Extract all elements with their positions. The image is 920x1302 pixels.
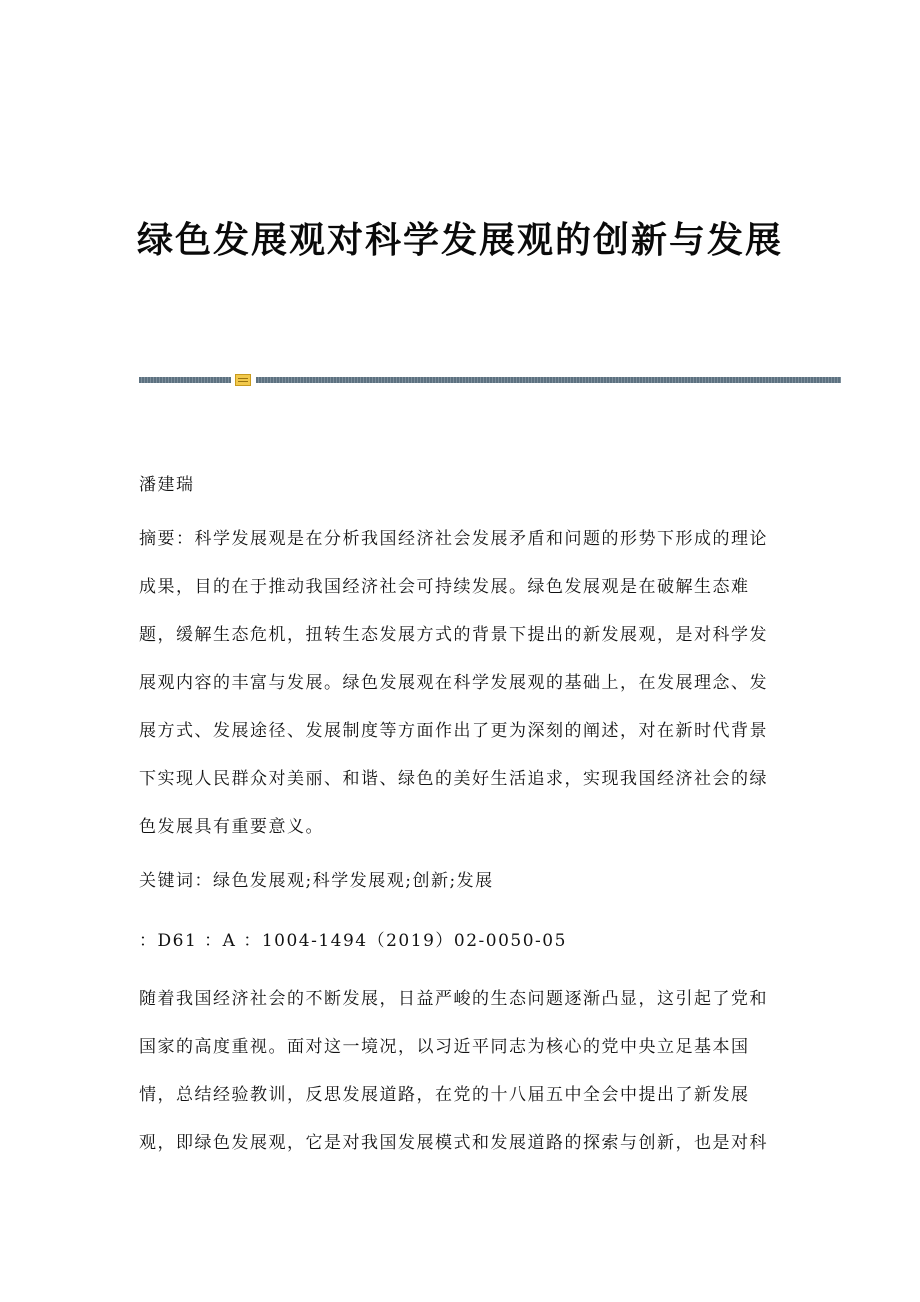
keywords-line: 关键词：绿色发展观;科学发展观;创新;发展 <box>139 871 494 891</box>
body-paragraph: 随着我国经济社会的不断发展，日益严峻的生态问题逐渐凸显，这引起了党和国家的高度重视。面对这一境况，以习近平同志为核心的党中央立足基本国情，总结经验教训，反思发展道路，在党的十八届五中全会中提出了新发展观，即绿色发展观，它是对我国发展模式和发展道路的探索与创新，也是对科 <box>139 989 768 1153</box>
abstract-paragraph: 摘要：科学发展观是在分析我国经济社会发展矛盾和问题的形势下形成的理论成果，目的在于推动我国经济社会可持续发展。绿色发展观是在破解生态难题，缓解生态危机，扭转生态发展方式的背景下提出的新发展观，是对科学发展观内容的丰富与发展。绿色发展观在科学发展观的基础上，在发展理念、发展方式、发展途径、发展制度等方面作出了更为深刻的阐述，对在新时代背景下实现人民群众对美丽、和谐、绿色的美好生活追求，实现我国经济社会的绿色发展具有重要意义。 <box>139 529 768 837</box>
author-name: 潘建瑞 <box>139 475 195 495</box>
document-title: 绿色发展观对科学发展观的创新与发展 <box>136 219 783 261</box>
divider-bar-right <box>256 377 841 383</box>
title-divider <box>139 374 841 386</box>
divider-bar-left <box>139 377 231 383</box>
divider-ornament-icon <box>235 374 251 386</box>
classification-line: ：D61 ：A ：1004-1494（2019）02-0050-05 <box>139 931 567 951</box>
